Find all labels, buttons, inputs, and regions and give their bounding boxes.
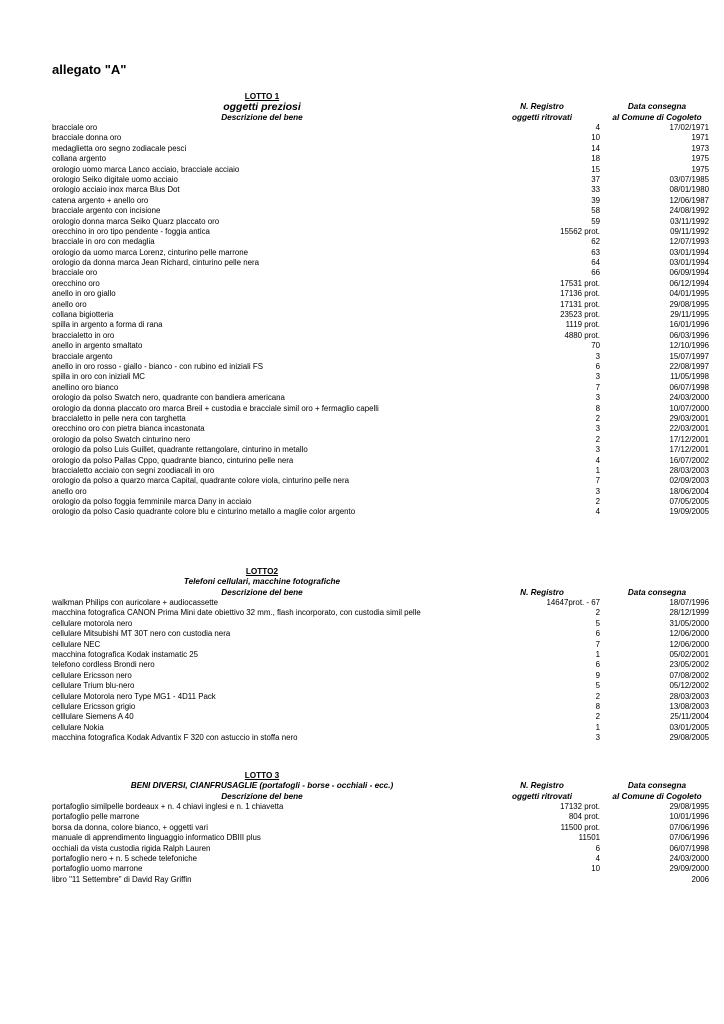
registro-cell: 3 <box>595 733 600 743</box>
header-row-2 <box>52 791 702 803</box>
data-consegna-cell: 06/12/1994 <box>669 278 709 288</box>
descrizione-cell: telefono cordless Brondi nero <box>52 660 155 670</box>
data-consegna-cell: 09/11/1992 <box>670 226 709 236</box>
table-row <box>52 247 709 258</box>
data-consegna-cell: 12/06/2000 <box>669 629 709 639</box>
table-row <box>52 598 709 608</box>
descrizione-cell: orologio da uomo marca Lorenz, cinturino pelle marrone <box>52 247 249 257</box>
table-row <box>52 424 709 434</box>
registro-cell: 5 <box>595 618 600 628</box>
data-consegna-cell: 12/06/1987 <box>669 195 709 205</box>
col-data-sub: al Comune di Cogoleto <box>612 112 702 122</box>
registro-cell: 1119 prot. <box>565 320 600 330</box>
data-consegna-cell: 1971 <box>691 133 709 143</box>
table-row <box>52 701 709 712</box>
registro-cell: 17131 prot. <box>560 299 600 309</box>
table-row <box>52 691 709 702</box>
descrizione-cell: braccialetto acciaio con segni zoodiacali in oro <box>52 465 215 475</box>
registro-cell: 66 <box>591 268 600 278</box>
lotto-3-section <box>52 770 709 885</box>
descrizione-cell: cellulare motorola nero <box>52 618 133 628</box>
data-consegna-cell: 16/01/1996 <box>669 320 709 330</box>
header-row-2 <box>52 587 687 599</box>
data-consegna-cell: 03/07/1985 <box>669 174 709 184</box>
data-consegna-cell: 1973 <box>691 143 709 153</box>
registro-cell: 4 <box>595 455 600 465</box>
table-row <box>52 733 709 743</box>
registro-cell: 2 <box>595 712 600 722</box>
data-consegna-cell: 03/01/1994 <box>669 258 709 268</box>
descrizione-cell: anello in oro giallo <box>52 289 116 299</box>
descrizione-cell: orologio da donna placcato oro marca Breil + custodia e bracciale simil oro + fermaglio capelli <box>52 403 379 413</box>
table-row <box>52 833 709 843</box>
table-row <box>52 299 709 310</box>
registro-cell: 17531 prot. <box>560 278 600 288</box>
header-row-1 <box>52 781 687 792</box>
table-row <box>52 722 709 733</box>
lotto-number: LOTTO 1 <box>244 92 280 101</box>
table-row <box>52 237 709 247</box>
data-consegna-cell: 23/05/2002 <box>669 660 709 670</box>
registro-cell: 2 <box>595 497 600 507</box>
registro-cell: 3 <box>595 351 600 361</box>
data-consegna-cell: 19/09/2005 <box>669 507 709 517</box>
registro-cell: 1 <box>595 722 600 732</box>
table-row <box>52 413 709 424</box>
registro-cell: 70 <box>591 341 600 351</box>
data-consegna-cell: 31/05/2000 <box>669 618 709 628</box>
descrizione-cell: orologio da polso foggia femminile marca Dany in acciaio <box>52 497 252 507</box>
table-row <box>52 812 709 822</box>
data-consegna-cell: 29/08/1995 <box>669 299 709 309</box>
table-row <box>52 618 709 629</box>
data-consegna-cell: 1975 <box>691 154 709 164</box>
registro-cell: 14 <box>591 143 600 153</box>
col-registro-label: N. Registro <box>520 781 564 790</box>
descrizione-cell: libro "11 Settembre" di David Ray Griffin <box>52 874 192 884</box>
data-consegna-cell: 05/02/2001 <box>669 649 709 659</box>
registro-cell: 11501 <box>578 833 600 843</box>
registro-cell: 7 <box>595 382 600 392</box>
table-row <box>52 465 709 476</box>
registro-cell: 7 <box>595 476 600 486</box>
data-consegna-cell: 12/07/1993 <box>669 237 709 247</box>
data-consegna-cell: 03/01/1994 <box>669 247 709 257</box>
header-row-2 <box>52 112 702 124</box>
table-row <box>52 670 709 681</box>
descrizione-cell: cellulare Mitsubishi MT 30T nero con custodia nera <box>52 629 231 639</box>
data-consegna-cell: 03/11/1992 <box>670 216 709 226</box>
descrizione-cell: bracciale oro <box>52 123 98 132</box>
registro-cell: 33 <box>591 185 600 195</box>
data-consegna-cell: 07/06/1996 <box>669 833 709 843</box>
table-row <box>52 185 709 195</box>
descrizione-cell: orologio da polso Pallas Cppo, quadrante bianco, cinturino pelle nera <box>52 455 294 465</box>
descrizione-cell: bracciale donna oro <box>52 133 122 143</box>
descrizione-cell: cellulare Ericsson nero <box>52 670 132 680</box>
data-consegna-cell: 10/07/2000 <box>669 403 709 413</box>
registro-cell: 15562 prot. <box>560 226 600 236</box>
data-consegna-cell: 17/12/2001 <box>669 434 709 444</box>
descrizione-cell: anello oro <box>52 299 87 309</box>
data-consegna-cell: 06/09/1994 <box>669 268 709 278</box>
data-consegna-cell: 28/03/2003 <box>669 465 709 475</box>
data-consegna-cell: 02/09/2003 <box>669 476 709 486</box>
table-row <box>52 843 709 854</box>
table-row <box>52 341 709 351</box>
descrizione-cell: bracciale argento <box>52 351 113 361</box>
registro-cell: 10 <box>591 133 600 143</box>
descrizione-cell: orologio da polso Luis Guillet, quadrante rettangolare, cinturino in metallo <box>52 445 308 455</box>
data-consegna-cell: 07/05/2005 <box>669 497 709 507</box>
col-data-label: Data consegna <box>627 781 687 790</box>
data-consegna-cell: 07/06/1996 <box>669 822 709 832</box>
registro-cell: 2 <box>595 434 600 444</box>
data-consegna-cell: 06/03/1996 <box>669 330 709 340</box>
descrizione-cell: macchina fotografica Kodak Advantix F 320 con astuccio in stoffa nero <box>52 733 298 743</box>
registro-cell: 3 <box>595 486 600 496</box>
data-consegna-cell: 08/01/1980 <box>669 185 709 195</box>
descrizione-cell: borsa da donna, colore bianco, + oggetti vari <box>52 822 208 832</box>
data-consegna-cell: 16/07/2002 <box>669 455 709 465</box>
table-row <box>52 608 709 618</box>
descrizione-cell: bracciale in oro con medaglia <box>52 237 155 247</box>
data-consegna-cell: 18/07/1996 <box>669 598 709 607</box>
data-consegna-cell: 1975 <box>691 164 709 174</box>
table-row <box>52 864 709 874</box>
table-row <box>52 268 709 278</box>
data-consegna-cell: 04/01/1995 <box>669 289 709 299</box>
data-consegna-cell: 22/03/2001 <box>669 424 709 434</box>
table-row <box>52 123 709 133</box>
descrizione-cell: orologio da polso a quarzo marca Capital, quadrante colore viola, cinturino pelle nera <box>52 476 349 486</box>
data-consegna-cell: 29/03/2001 <box>669 413 709 423</box>
lotto-number: LOTTO2 <box>245 567 279 576</box>
table-row <box>52 629 709 639</box>
descrizione-cell: orologio da polso Casio quadrante colore blu e cinturino metallo a maglie color argento <box>52 507 356 517</box>
table-row <box>52 403 709 414</box>
registro-cell: 58 <box>591 206 600 216</box>
table-row <box>52 434 709 445</box>
descrizione-cell: cellulare Motorola nero Type MG1 - 4D11 Pack <box>52 691 216 701</box>
lotto-rows <box>52 598 709 743</box>
table-row <box>52 206 709 216</box>
registro-cell: 7 <box>595 639 600 649</box>
col-registro-label: N. Registro <box>520 102 564 111</box>
descrizione-cell: medaglietta oro segno zodiacale pesci <box>52 143 187 153</box>
table-row <box>52 216 709 227</box>
lotto-rows <box>52 802 709 885</box>
table-row <box>52 143 709 154</box>
registro-cell: 3 <box>595 372 600 382</box>
descrizione-cell: celllulare Siemens A 40 <box>52 712 134 722</box>
descrizione-cell: cellulare NEC <box>52 639 101 649</box>
registro-cell: 14647prot. - 67 <box>546 598 600 607</box>
descrizione-cell: orologio da donna marca Jean Richard, cinturino pelle nera <box>52 258 260 268</box>
registro-cell: 6 <box>595 361 600 371</box>
col-descrizione-label: Descrizione del bene <box>221 791 303 801</box>
table-row <box>52 445 709 455</box>
header-row-1 <box>52 101 687 113</box>
data-consegna-cell: 12/06/2000 <box>669 639 709 649</box>
registro-cell: 1 <box>595 465 600 475</box>
col-data-label: Data consegna <box>627 587 687 597</box>
header-row-1 <box>52 577 662 588</box>
data-consegna-cell: 18/06/2004 <box>669 486 709 496</box>
descrizione-cell: bracciale argento con incisione <box>52 206 161 216</box>
lotto-subtitle: Telefoni cellulari, macchine fotografiche <box>183 577 341 586</box>
registro-cell: 3 <box>595 424 600 434</box>
data-consegna-cell: 22/08/1997 <box>669 361 709 371</box>
registro-cell: 62 <box>591 237 600 247</box>
data-consegna-cell: 28/03/2003 <box>669 691 709 701</box>
registro-cell: 39 <box>591 195 600 205</box>
registro-cell: 11500 prot. <box>560 822 600 832</box>
registro-cell: 4 <box>595 507 600 517</box>
registro-cell: 6 <box>595 629 600 639</box>
data-consegna-cell: 11/05/1998 <box>670 372 709 382</box>
lotto-1-section <box>52 91 709 518</box>
col-registro-sub: oggetti ritrovati <box>511 112 573 122</box>
descrizione-cell: bracciale oro <box>52 268 98 278</box>
descrizione-cell: spilla in argento a forma di rana <box>52 320 163 330</box>
registro-cell: 6 <box>595 843 600 853</box>
registro-cell: 63 <box>591 247 600 257</box>
descrizione-cell: portafoglio nero + n. 5 schede telefoniche <box>52 853 197 863</box>
table-row <box>52 455 709 466</box>
lotto-subtitle: oggetti preziosi <box>223 101 301 113</box>
registro-cell: 18 <box>591 154 600 164</box>
registro-cell: 15 <box>591 164 600 174</box>
descrizione-cell: anello in argento smaltato <box>52 341 143 351</box>
table-row <box>52 486 709 497</box>
descrizione-cell: braccialetto in oro <box>52 330 115 340</box>
table-row <box>52 660 709 670</box>
data-consegna-cell: 29/08/2005 <box>669 733 709 743</box>
data-consegna-cell: 29/08/1995 <box>669 802 709 811</box>
data-consegna-cell: 17/02/1971 <box>669 123 709 132</box>
table-row <box>52 330 709 341</box>
registro-cell: 9 <box>595 670 600 680</box>
registro-cell: 17132 prot. <box>560 802 600 811</box>
lotto-2-section <box>52 566 709 743</box>
data-consegna-cell: 29/11/1995 <box>670 310 709 320</box>
table-row <box>52 639 709 650</box>
col-descrizione-label: Descrizione del bene <box>221 587 303 597</box>
table-row <box>52 822 709 833</box>
descrizione-cell: occhiali da vista custodia rigida Ralph Lauren <box>52 843 211 853</box>
registro-cell: 2 <box>595 608 600 618</box>
data-consegna-cell: 24/03/2000 <box>669 853 709 863</box>
data-consegna-cell: 10/01/1996 <box>669 812 709 822</box>
registro-cell: 23523 prot. <box>560 310 600 320</box>
data-consegna-cell: 24/08/1992 <box>669 206 709 216</box>
data-consegna-cell: 12/10/1996 <box>669 341 709 351</box>
table-row <box>52 497 709 507</box>
table-row <box>52 351 709 362</box>
table-row <box>52 853 709 864</box>
registro-cell: 6 <box>595 660 600 670</box>
registro-cell: 4 <box>595 123 600 132</box>
table-row <box>52 226 709 237</box>
registro-cell: 4880 prot. <box>564 330 600 340</box>
descrizione-cell: orecchino oro con pietra bianca incastonata <box>52 424 205 434</box>
descrizione-cell: anello in oro rosso - giallo - bianco - con rubino ed iniziali FS <box>52 361 263 371</box>
table-row <box>52 278 709 289</box>
data-consegna-cell: 25/11/2004 <box>670 712 709 722</box>
descrizione-cell: orologio da polso Swatch nero, quadrante con bandiera americana <box>52 393 285 403</box>
data-consegna-cell: 06/07/1998 <box>669 382 709 392</box>
table-row <box>52 195 709 206</box>
registro-cell: 3 <box>595 445 600 455</box>
data-consegna-cell: 2006 <box>691 874 709 884</box>
descrizione-cell: anello oro <box>52 486 87 496</box>
data-consegna-cell: 06/07/1998 <box>669 843 709 853</box>
descrizione-cell: orologio acciaio inox marca Blus Dot <box>52 185 180 195</box>
table-row <box>52 361 709 372</box>
data-consegna-cell: 07/08/2002 <box>669 670 709 680</box>
registro-cell: 2 <box>595 413 600 423</box>
descrizione-cell: manuale di apprendimento linguaggio informatico DBIII plus <box>52 833 261 843</box>
table-row <box>52 712 709 722</box>
descrizione-cell: braccialetto in pelle nera con targhetta <box>52 413 186 423</box>
lotto-subtitle: BENI DIVERSI, CIANFRUSAGLIE (portafogli - borse - occhiali - ecc.) <box>130 781 394 790</box>
registro-cell: 17136 prot. <box>560 289 600 299</box>
data-consegna-cell: 28/12/1999 <box>669 608 709 618</box>
data-consegna-cell: 05/12/2002 <box>669 681 709 691</box>
data-consegna-cell: 15/07/1997 <box>669 351 709 361</box>
descrizione-cell: macchina fotografica CANON Prima Mini date obiettivo 32 mm., flash incorporato, con custodia simil pelle <box>52 608 421 618</box>
descrizione-cell: catena argento + anello oro <box>52 195 149 205</box>
descrizione-cell: portafoglio pelle marrone <box>52 812 140 822</box>
table-row <box>52 382 709 393</box>
table-row <box>52 507 709 517</box>
table-row <box>52 681 709 691</box>
data-consegna-cell: 13/08/2003 <box>669 701 709 711</box>
registro-cell: 64 <box>591 258 600 268</box>
table-row <box>52 154 709 164</box>
descrizione-cell: collana argento <box>52 154 106 164</box>
registro-cell: 8 <box>595 701 600 711</box>
descrizione-cell: collana bigiotteria <box>52 310 114 320</box>
descrizione-cell: orologio Seiko digitale uomo acciaio <box>52 174 178 184</box>
lotto-number: LOTTO 3 <box>244 771 280 780</box>
descrizione-cell: walkman Philips con auricolare + audiocassette <box>52 598 219 607</box>
descrizione-cell: orologio uomo marca Lanco acciaio, bracciale acciaio <box>52 164 240 174</box>
registro-cell: 10 <box>591 864 600 874</box>
descrizione-cell: portafoglio uomo marrone <box>52 864 143 874</box>
data-consegna-cell: 03/01/2005 <box>669 722 709 732</box>
col-data-label: Data consegna <box>627 102 687 111</box>
descrizione-cell: orecchino in oro tipo pendente - foggia antica <box>52 226 210 236</box>
col-data-sub: al Comune di Cogoleto <box>612 791 702 801</box>
table-row <box>52 174 709 185</box>
descrizione-cell: anellino oro bianco <box>52 382 119 392</box>
descrizione-cell: orecchino oro <box>52 278 100 288</box>
descrizione-cell: orologio da polso Swatch cinturino nero <box>52 434 191 444</box>
registro-cell: 5 <box>595 681 600 691</box>
descrizione-cell: spilla in oro con iniziali MC <box>52 372 145 382</box>
registro-cell: 59 <box>591 216 600 226</box>
data-consegna-cell: 17/12/2001 <box>669 445 709 455</box>
data-consegna-cell: 29/09/2000 <box>669 864 709 874</box>
registro-cell: 804 prot. <box>568 812 600 822</box>
table-row <box>52 320 709 330</box>
table-row <box>52 649 709 660</box>
table-row <box>52 258 709 268</box>
registro-cell: 37 <box>591 174 600 184</box>
registro-cell: 4 <box>595 853 600 863</box>
col-registro-label: N. Registro <box>520 587 564 597</box>
table-row <box>52 874 709 885</box>
descrizione-cell: cellulare Nokia <box>52 722 104 732</box>
descrizione-cell: portafoglio similpelle bordeaux + n. 4 chiavi inglesi e n. 1 chiavetta <box>52 802 284 811</box>
registro-cell: 2 <box>595 691 600 701</box>
page-title: allegato "A" <box>52 62 127 77</box>
descrizione-cell: macchina fotografica Kodak instamatic 25 <box>52 649 199 659</box>
lotto-rows <box>52 123 709 518</box>
registro-cell: 8 <box>595 403 600 413</box>
col-descrizione-label: Descrizione del bene <box>221 112 303 122</box>
descrizione-cell: cellulare Ericsson grigio <box>52 701 136 711</box>
table-row <box>52 133 709 143</box>
registro-cell: 3 <box>595 393 600 403</box>
table-row <box>52 372 709 382</box>
col-registro-sub: oggetti ritrovati <box>511 791 573 801</box>
descrizione-cell: orologio donna marca Seiko Quarz placcato oro <box>52 216 220 226</box>
table-row <box>52 802 709 812</box>
table-row <box>52 310 709 320</box>
table-row <box>52 289 709 299</box>
table-row <box>52 393 709 403</box>
descrizione-cell: cellulare Trium blu-nero <box>52 681 135 691</box>
table-row <box>52 164 709 175</box>
data-consegna-cell: 24/03/2000 <box>669 393 709 403</box>
registro-cell: 1 <box>595 649 600 659</box>
table-row <box>52 476 709 486</box>
